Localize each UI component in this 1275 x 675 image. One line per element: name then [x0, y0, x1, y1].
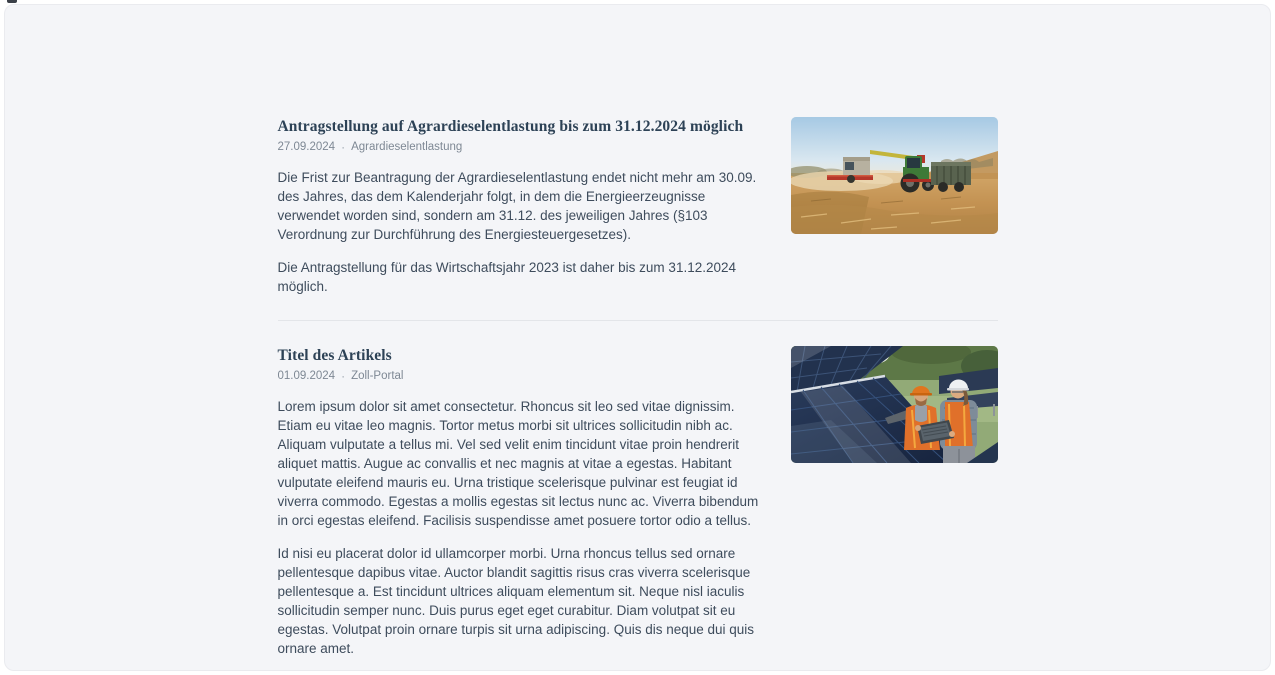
article-date: 27.09.2024	[277, 141, 336, 153]
article-title[interactable]: Titel des Artikels	[277, 347, 392, 364]
article-list	[278, 5, 998, 671]
article-paragraph: Id nisi eu placerat dolor id ullamcorper morbi. Urna rhoncus tellus sed ornare pellentesque dapibus vitae. Auctor blandit sagittis risus cras viverra scelerisque pellentesque a. Est tincidunt ultrices aliquam elementum sit. Neque nisl iaculis sollicitudin semper nunc. Duis purus eget eget curabitur. Diam volutpat sit eu egestas. Volutpat proin ornare turpis sit urna adipiscing. Quis dis neque dui quis ornare amet.	[277, 546, 755, 656]
article-paragraph: Die Antragstellung für das Wirtschaftsjahr 2023 ist daher bis zum 31.12.2024 möglich.	[277, 260, 736, 294]
article-item-agrardiesel	[278, 117, 998, 321]
article-meta	[278, 370, 766, 382]
article-item-zoll-portal	[278, 346, 998, 671]
harvest-field-illustration	[791, 117, 998, 234]
article-date: 01.09.2024	[277, 370, 336, 382]
article-thumbnail-harvest[interactable]	[791, 117, 998, 234]
solar-inspection-illustration	[791, 346, 998, 463]
article-text-block	[278, 117, 766, 296]
meta-dot-icon: ·	[341, 140, 346, 154]
article-thumbnail-solar[interactable]	[791, 346, 998, 463]
article-category: Zoll-Portal	[351, 370, 404, 382]
article-category: Agrardieselentlastung	[351, 141, 463, 153]
article-title[interactable]: Antragstellung auf Agrardieselentlastung bis zum 31.12.2024 möglich	[277, 118, 744, 135]
article-body	[278, 397, 766, 658]
article-text-block	[278, 346, 766, 658]
screen-edge-artifact	[7, 0, 17, 3]
article-paragraph: Die Frist zur Beantragung der Agrardieselentlastung endet nicht mehr am 30.09. des Jahres, das dem Kalenderjahr folgt, in dem die Energieerzeugnisse verwendet worden sind, sondern am 31.12. des jeweiligen Jahres (§103 Verordnung zur Durchführung des Energiesteuergesetzes).	[277, 170, 757, 242]
meta-dot-icon: ·	[341, 369, 346, 383]
article-meta	[278, 141, 766, 153]
article-paragraph: Lorem ipsum dolor sit amet consectetur. Rhoncus sit leo sed vitae dignissim. Etiam eu vitae leo magnis. Tortor metus morbi sit ultrices sollicitudin nibh ac. Aliquam vulputate a tellus mi. Vel sed velit enim tincidunt vitae proin hendrerit aliquet mattis. Augue ac convallis et nec magnis at vitae a egestas. Habitant vulputate eleifend mauris eu. Urna tristique scelerisque pulvinar est feugiat id viverra commodo. Egestas a mollis egestas sit lectus nunc ac. Viverra bibendum in orci egestas eleifend. Facilisis suspendisse amet posuere tortor odio a tellus.	[277, 399, 759, 528]
content-card	[4, 4, 1271, 671]
article-body	[278, 168, 766, 296]
